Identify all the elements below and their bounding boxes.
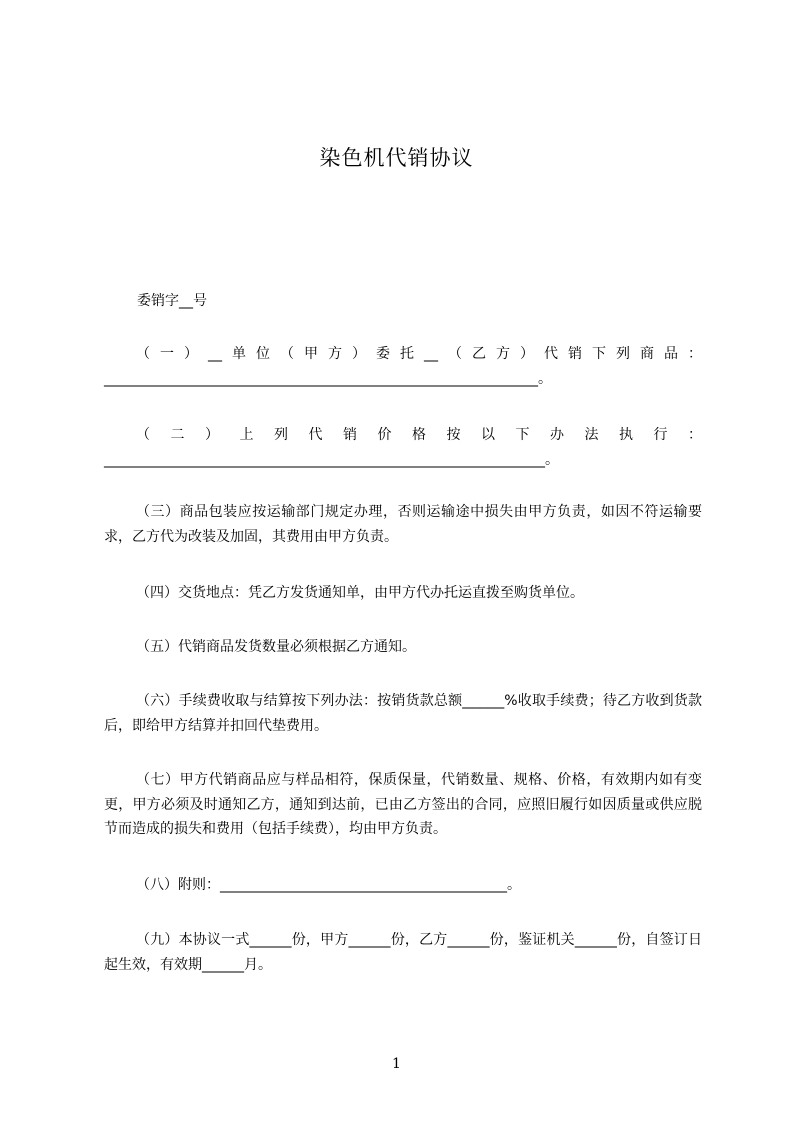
- clause-1: （一）__单位（甲方）委托__（乙方）代销下列商品：______________________________________________________________。: [104, 346, 702, 387]
- clause-4: （四）交货地点：凭乙方发货通知单，由甲方代办托运直拨至购货单位。: [136, 585, 584, 601]
- clause-6: （六）手续费收取与结算按下列办法：按销货款总额______%收取手续费；待乙方收到货款后，即给甲方结算并扣回代垫费用。: [104, 693, 702, 734]
- page-number: 1: [392, 1056, 401, 1072]
- reference-number: 委销字__号: [137, 293, 207, 309]
- clause-7: （七）甲方代销商品应与样品相符，保质保量，代销数量、规格、价格，有效期内如有变更，甲方必须及时通知乙方，通知到达前，已由乙方签出的合同，应照旧履行如因质量或供应脱节而造成的损失和费用（包括手续费），均由甲方负责。: [104, 772, 702, 837]
- clause-3: （三）商品包装应按运输部门规定办理，否则运输途中损失由甲方负责，如因不符运输要求，乙方代为改装及加固，其费用由甲方负责。: [104, 504, 702, 545]
- clause-8: （八）附则：_________________________________________。: [136, 877, 521, 893]
- clause-9: （九）本协议一式______份，甲方______份，乙方______份，鉴证机关______份，自签订日起生效，有效期______月。: [104, 932, 702, 973]
- clause-2: （二）上列代销价格按以下办法执行：_______________________________________________________________。: [104, 427, 702, 468]
- clause-5: （五）代销商品发货数量必须根据乙方通知。: [136, 639, 416, 655]
- document-title: 染色机代销协议: [319, 146, 474, 170]
